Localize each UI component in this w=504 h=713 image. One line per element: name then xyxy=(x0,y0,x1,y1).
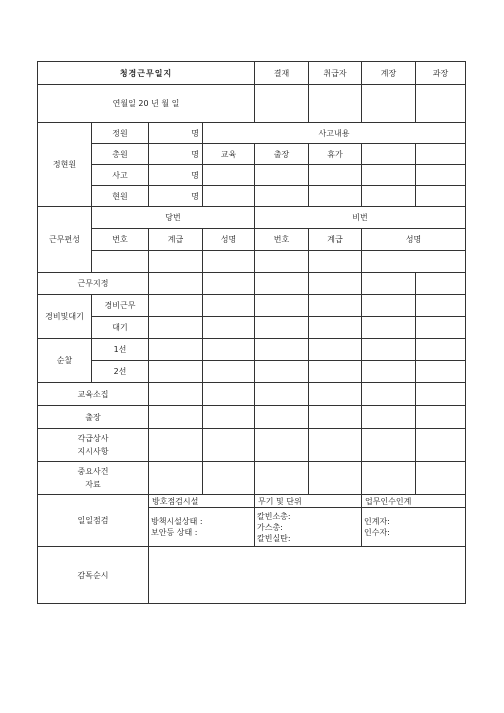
entry-cell[interactable] xyxy=(309,406,362,429)
entry-cell[interactable] xyxy=(309,251,362,273)
entry-cell[interactable] xyxy=(362,251,466,273)
inspection-label: 감독순시 xyxy=(38,547,149,604)
entry-cell[interactable] xyxy=(362,295,416,317)
entry-cell[interactable] xyxy=(362,317,416,339)
staff-row-label: 정원 xyxy=(92,123,149,144)
facility-header: 방호점검시설 xyxy=(149,495,255,508)
entry-cell[interactable] xyxy=(149,361,203,383)
entry-cell[interactable] xyxy=(309,295,362,317)
entry-cell[interactable] xyxy=(416,295,466,317)
entry-cell[interactable] xyxy=(203,295,255,317)
entry-cell[interactable] xyxy=(149,295,203,317)
entry-cell[interactable] xyxy=(255,361,309,383)
col-rank: 계급 xyxy=(149,229,203,251)
weapons-rifle: 칼빈소총: xyxy=(257,511,291,521)
approval-handler: 취급자 xyxy=(309,62,362,85)
patrol-second-label: 2선 xyxy=(92,361,149,383)
patrol-first-label: 1선 xyxy=(92,339,149,361)
facility-light-status: 보안등 상태 : xyxy=(151,528,198,537)
entry-cell[interactable] xyxy=(362,406,416,429)
staff-row-label: 현원 xyxy=(92,186,149,207)
entry-cell[interactable] xyxy=(309,429,362,462)
entry-cell[interactable] xyxy=(309,361,362,383)
entry-cell[interactable] xyxy=(362,165,416,186)
inspection-notes[interactable] xyxy=(149,547,466,604)
handover-giver: 인계자: xyxy=(364,517,390,526)
entry-cell[interactable] xyxy=(362,361,416,383)
entry-cell[interactable] xyxy=(309,273,362,295)
patrol-label: 순찰 xyxy=(38,339,92,383)
sign-handler[interactable] xyxy=(309,85,362,123)
instructions-line: 지시사항 xyxy=(77,447,109,456)
entry-cell[interactable] xyxy=(149,462,203,495)
staff-row-label: 총원 xyxy=(92,144,149,165)
entry-cell[interactable] xyxy=(416,383,466,406)
entry-cell[interactable] xyxy=(255,406,309,429)
reason-blank xyxy=(416,144,466,165)
duty-label: 근무편성 xyxy=(38,207,92,273)
facility-fence-status: 방책시설상태 : xyxy=(151,517,203,526)
entry-cell[interactable] xyxy=(255,339,309,361)
handover-header: 업무인수인계 xyxy=(362,495,466,508)
col-number: 번호 xyxy=(255,229,309,251)
staff-row-unit: 명 xyxy=(149,186,203,207)
daily-check-label: 일일점검 xyxy=(38,495,149,547)
col-name: 성명 xyxy=(203,229,255,251)
staff-row-label: 사고 xyxy=(92,165,149,186)
entry-cell[interactable] xyxy=(362,383,416,406)
reason-education: 교육 xyxy=(203,144,255,165)
entry-cell[interactable] xyxy=(416,462,466,495)
entry-cell[interactable] xyxy=(255,186,309,207)
entry-cell[interactable] xyxy=(362,429,416,462)
weapons-header: 무기 및 단위 xyxy=(255,495,362,508)
weapons-ammo: 칼빈실탄: xyxy=(257,533,291,543)
entry-cell[interactable] xyxy=(149,273,203,295)
entry-cell[interactable] xyxy=(255,251,309,273)
entry-cell[interactable] xyxy=(416,317,466,339)
sign-chief[interactable] xyxy=(362,85,416,123)
staff-row-unit: 명 xyxy=(149,165,203,186)
incidents-label xyxy=(38,462,149,495)
assignment-label: 근무지정 xyxy=(38,273,149,295)
entry-cell[interactable] xyxy=(203,429,255,462)
entry-cell[interactable] xyxy=(255,429,309,462)
entry-cell[interactable] xyxy=(149,251,203,273)
entry-cell[interactable] xyxy=(149,317,203,339)
entry-cell[interactable] xyxy=(203,462,255,495)
col-name: 성명 xyxy=(362,229,466,251)
approval-label: 결재 xyxy=(255,62,309,85)
entry-cell[interactable] xyxy=(416,339,466,361)
approval-blank xyxy=(255,85,309,123)
entry-cell[interactable] xyxy=(362,273,416,295)
entry-cell[interactable] xyxy=(149,339,203,361)
entry-cell[interactable] xyxy=(203,339,255,361)
entry-cell[interactable] xyxy=(149,383,203,406)
entry-cell[interactable] xyxy=(416,273,466,295)
reason-blank xyxy=(362,144,416,165)
incidents-line: 중요사건 xyxy=(77,467,109,476)
duty-log-form xyxy=(37,61,466,604)
entry-cell[interactable] xyxy=(149,406,203,429)
entry-cell[interactable] xyxy=(255,383,309,406)
entry-cell[interactable] xyxy=(416,361,466,383)
entry-cell[interactable] xyxy=(309,339,362,361)
reason-leave: 휴가 xyxy=(309,144,362,165)
incidents-line: 자료 xyxy=(85,480,101,489)
staffing-label: 정현원 xyxy=(38,123,92,207)
business-trip-label: 출장 xyxy=(38,406,149,429)
entry-cell[interactable] xyxy=(309,317,362,339)
weapons-gas-gun: 가스총: xyxy=(257,522,283,532)
entry-cell[interactable] xyxy=(203,186,255,207)
handover-receiver: 인수자: xyxy=(364,528,390,537)
entry-cell[interactable] xyxy=(416,429,466,462)
entry-cell[interactable] xyxy=(362,339,416,361)
entry-cell[interactable] xyxy=(203,406,255,429)
weapons-status[interactable] xyxy=(255,508,362,547)
entry-cell[interactable] xyxy=(255,317,309,339)
entry-cell[interactable] xyxy=(203,251,255,273)
col-rank: 계급 xyxy=(309,229,362,251)
approval-chief: 계장 xyxy=(362,62,416,85)
entry-cell[interactable] xyxy=(362,462,416,495)
entry-cell[interactable] xyxy=(149,429,203,462)
sign-manager[interactable] xyxy=(416,85,466,123)
entry-cell[interactable] xyxy=(362,186,416,207)
instructions-line: 각급상사 xyxy=(77,434,109,443)
entry-cell[interactable] xyxy=(92,251,149,273)
standby-label: 대기 xyxy=(92,317,149,339)
entry-cell[interactable] xyxy=(203,383,255,406)
entry-cell[interactable] xyxy=(309,462,362,495)
entry-cell[interactable] xyxy=(416,406,466,429)
reason-header: 사고내용 xyxy=(203,123,466,144)
entry-cell[interactable] xyxy=(309,186,362,207)
entry-cell[interactable] xyxy=(255,273,309,295)
entry-cell[interactable] xyxy=(416,186,466,207)
facility-status[interactable] xyxy=(149,508,255,547)
col-number: 번호 xyxy=(92,229,149,251)
entry-cell[interactable] xyxy=(255,295,309,317)
approval-manager: 과장 xyxy=(416,62,466,85)
entry-cell[interactable] xyxy=(309,165,362,186)
instructions-label xyxy=(38,429,149,462)
education-label: 교육소집 xyxy=(38,383,149,406)
form-title: 청경근무일지 xyxy=(38,62,255,85)
date-line: 연월일 20 년 월 일 xyxy=(38,85,255,123)
entry-cell[interactable] xyxy=(203,165,255,186)
guard-label: 경비및대기 xyxy=(38,295,92,339)
off-duty-header: 비번 xyxy=(255,207,466,229)
entry-cell[interactable] xyxy=(416,165,466,186)
staff-row-unit: 명 xyxy=(149,123,203,144)
entry-cell[interactable] xyxy=(255,165,309,186)
entry-cell[interactable] xyxy=(203,273,255,295)
handover-status[interactable] xyxy=(362,508,466,547)
entry-cell[interactable] xyxy=(309,383,362,406)
guard-duty-label: 경비근무 xyxy=(92,295,149,317)
entry-cell[interactable] xyxy=(203,361,255,383)
on-duty-header: 당번 xyxy=(92,207,255,229)
reason-trip: 출장 xyxy=(255,144,309,165)
entry-cell[interactable] xyxy=(255,462,309,495)
entry-cell[interactable] xyxy=(203,317,255,339)
staff-row-unit: 명 xyxy=(149,144,203,165)
